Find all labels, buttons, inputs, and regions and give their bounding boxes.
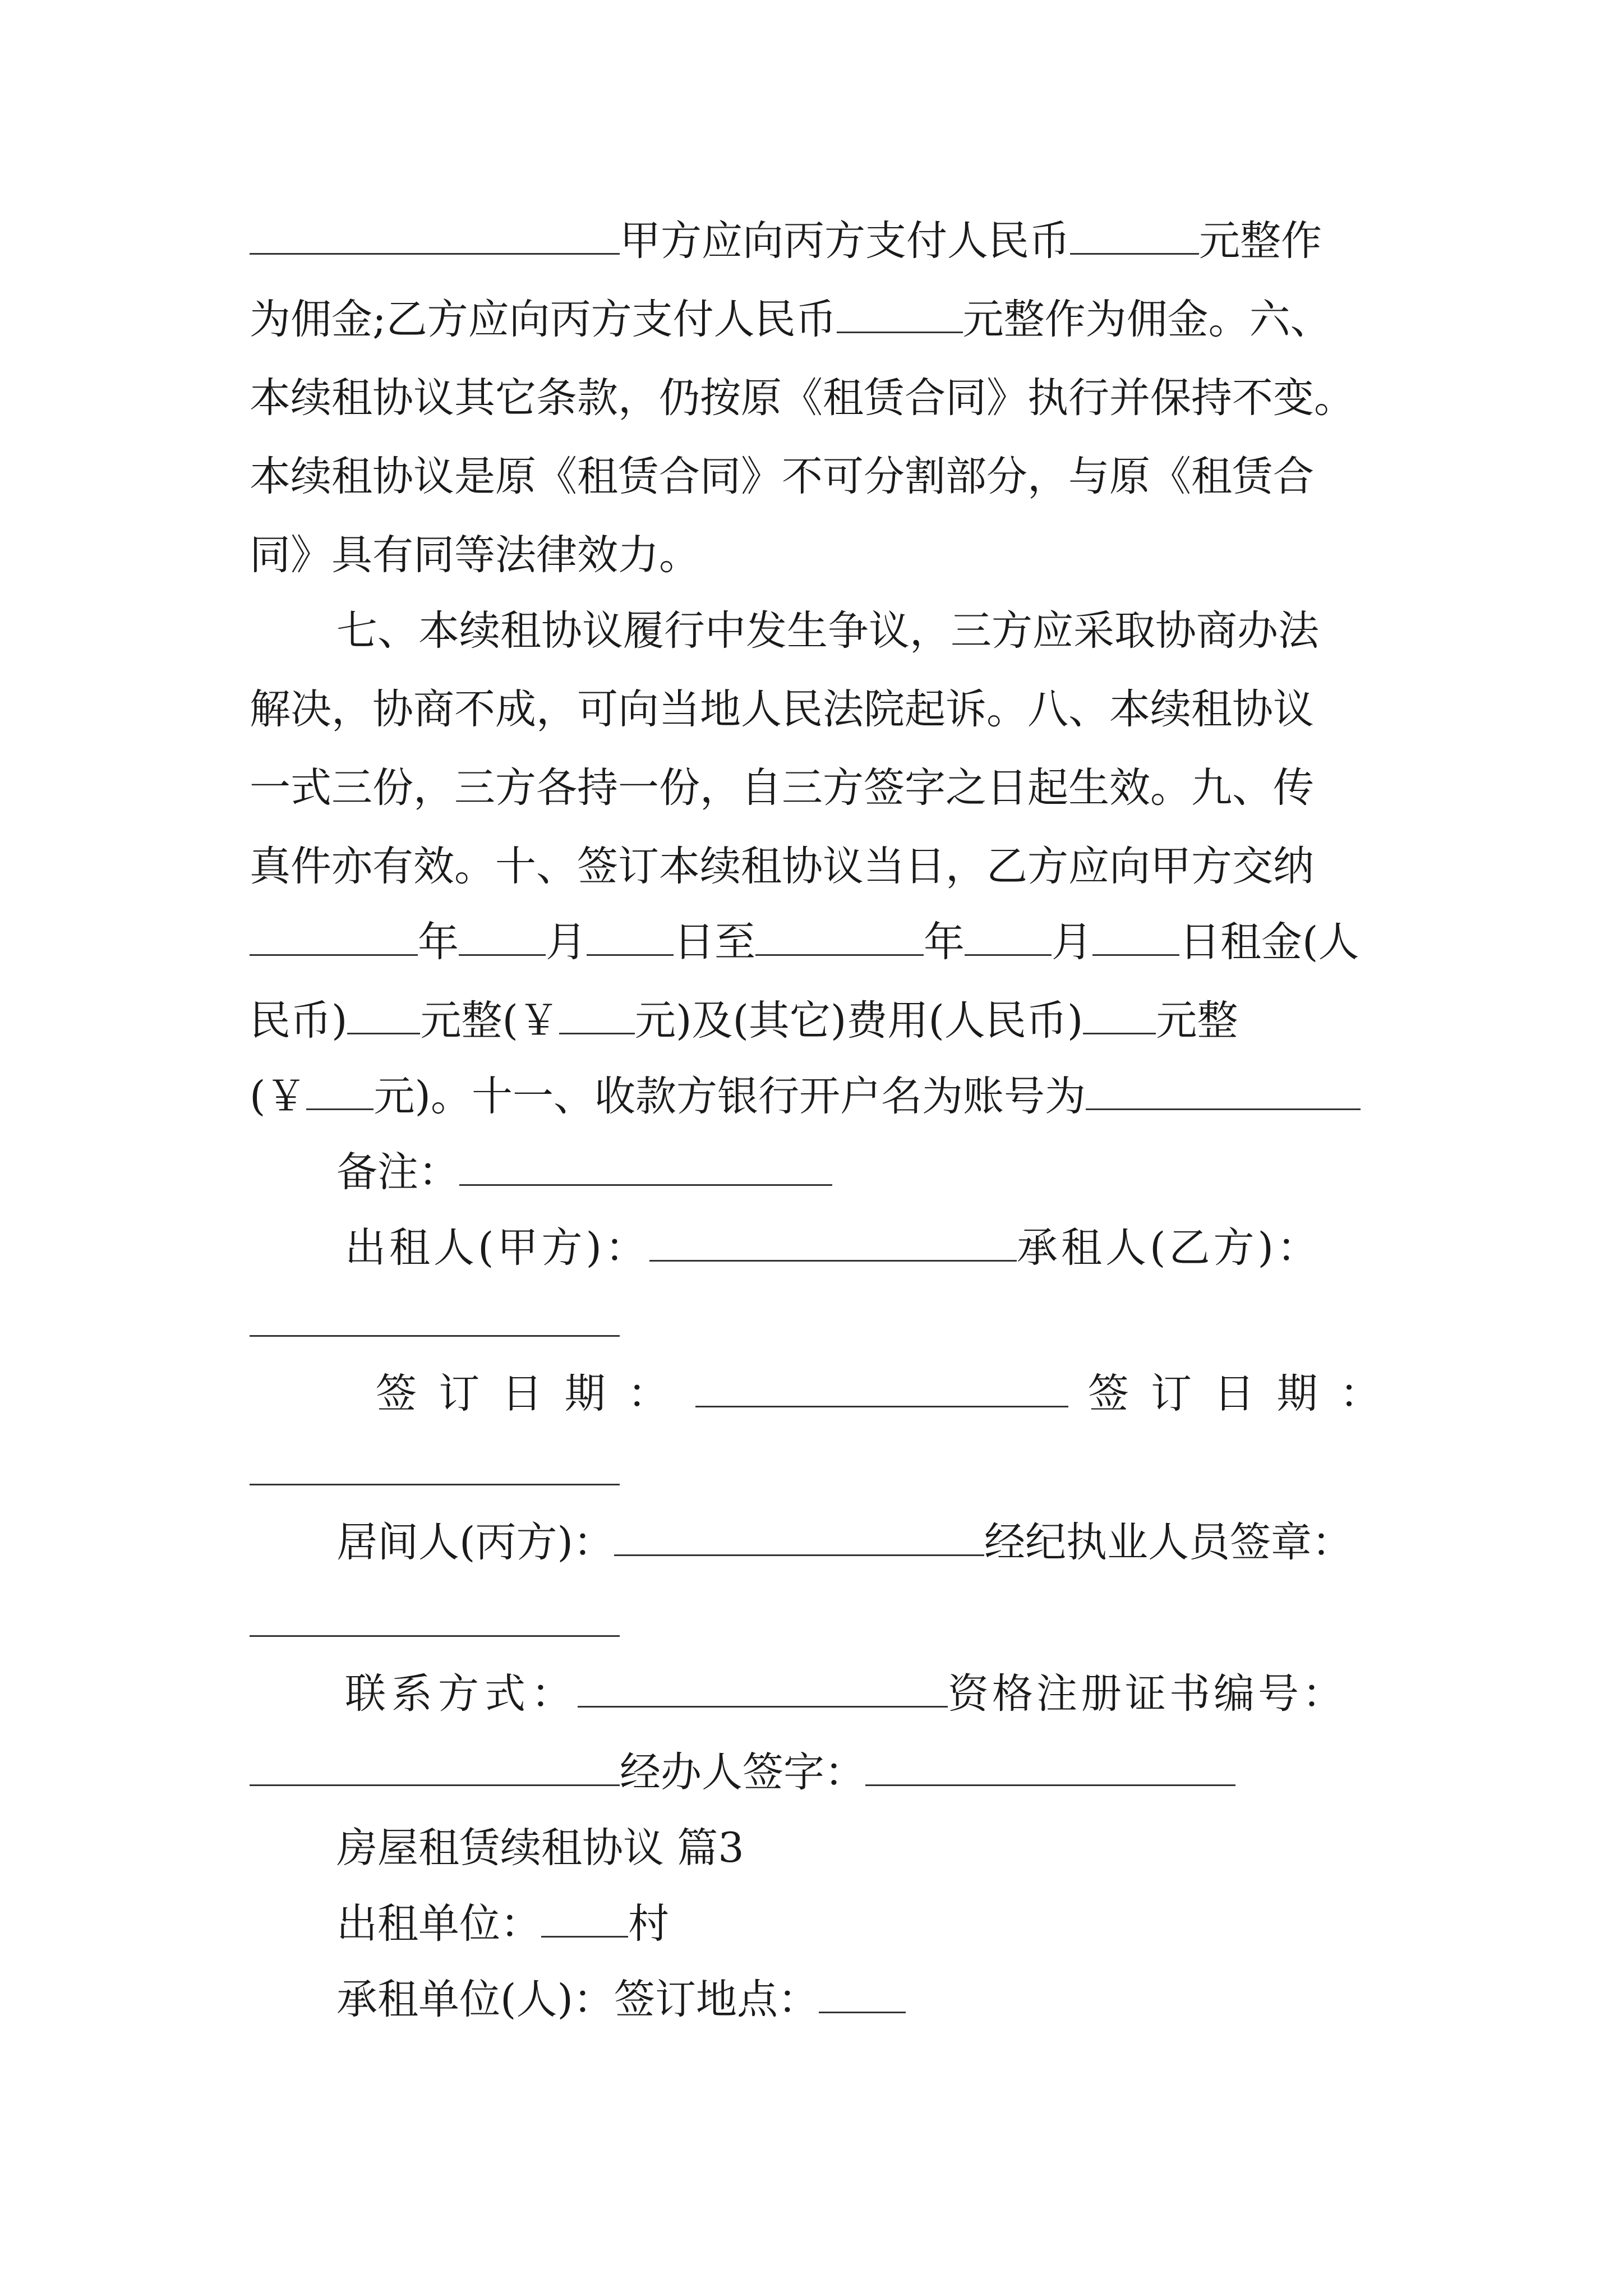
lessor-unit-row [336, 1890, 669, 1958]
lessor-field[interactable] [649, 1221, 1017, 1262]
text-segment: (￥ [250, 1073, 307, 1120]
broker-label: 居间人(丙方)： [336, 1519, 614, 1566]
text-segment: 日至 [674, 918, 755, 966]
blank-field[interactable] [250, 214, 620, 255]
paragraph-line: 本续租协议是原《租赁合同》不可分割部分，与原《租赁合 [250, 453, 1314, 500]
sign-date-label: 签 订 日 期 ： [376, 1370, 673, 1418]
blank-year-field[interactable] [755, 915, 924, 956]
blank-year-field[interactable] [250, 915, 418, 956]
blank-amount-field[interactable] [306, 1069, 374, 1110]
text-segment: 元整作 [1199, 217, 1322, 265]
paragraph-line: 一式三份，三方各持一份，自三方签字之日起生效。九、传 [250, 764, 1314, 812]
remark-label: 备注： [336, 1148, 459, 1196]
paragraph-line [250, 987, 1238, 1055]
cert-field[interactable] [250, 1745, 620, 1786]
broker-row [336, 1509, 1353, 1576]
blank-amount-field[interactable] [559, 993, 635, 1034]
lessee-field[interactable] [250, 1335, 620, 1337]
agent-seal-field[interactable] [250, 1635, 620, 1637]
text-segment: 元)。十一、收款方银行开户名为账号为 [374, 1073, 1086, 1120]
sign-date-row [376, 1360, 1385, 1428]
blank-day-field[interactable] [1092, 915, 1179, 956]
text-segment: 月 [1052, 918, 1092, 966]
contact-field[interactable] [578, 1667, 948, 1708]
remark-row [336, 1139, 832, 1206]
paragraph-line [250, 909, 1359, 976]
blank-month-field[interactable] [459, 915, 546, 956]
paragraph-line: 同》具有同等法律效力。 [250, 531, 700, 579]
cert-label: 资格注册证书编号： [948, 1670, 1347, 1718]
paragraph-line [250, 1063, 1361, 1130]
text-segment: 元整(￥ [420, 997, 559, 1045]
sign-date-field-2[interactable] [250, 1484, 620, 1485]
contact-label: 联系方式： [345, 1670, 578, 1718]
contact-row [345, 1660, 1347, 1728]
agent-seal-label: 经纪执业人员签章： [984, 1519, 1353, 1566]
paragraph-line: 真件亦有效。十、签订本续租协议当日，乙方应向甲方交纳 [250, 843, 1314, 890]
blank-field[interactable] [1070, 214, 1199, 255]
signature-row [345, 1214, 1321, 1282]
handler-label: 经办人签字： [620, 1749, 865, 1796]
paragraph-line: 解决，协商不成，可向当地人民法院起诉。八、本续租协议 [250, 685, 1314, 733]
blank-amount-field[interactable] [347, 993, 420, 1034]
paragraph-line: 本续租协议其它条款，仍按原《租赁合同》执行并保持不变。 [250, 374, 1355, 422]
blank-amount-field[interactable] [1083, 993, 1156, 1034]
paragraph-line [250, 286, 1331, 353]
text-segment: 年 [418, 918, 459, 966]
text-segment: 元)及(其它)费用(人民币) [634, 997, 1083, 1045]
lessee-unit-label: 承租单位(人)：签订地点： [336, 1976, 819, 2023]
text-segment: 日租金(人 [1179, 918, 1359, 966]
broker-field[interactable] [614, 1515, 984, 1556]
text-segment: 年 [924, 918, 965, 966]
sign-place-field[interactable] [819, 1972, 906, 2013]
handler-row [250, 1739, 1235, 1806]
blank-day-field[interactable] [587, 915, 674, 956]
text-segment: 元整 [1156, 997, 1238, 1045]
section-title: 房屋租赁续租协议 篇3 [336, 1824, 744, 1872]
blank-field[interactable] [837, 292, 963, 333]
sign-date-label-2: 签 订 日 期 ： [1087, 1370, 1385, 1418]
sign-date-field[interactable] [695, 1366, 1068, 1407]
remark-field[interactable] [459, 1145, 832, 1186]
lessor-unit-suffix: 村 [628, 1900, 669, 1948]
lessee-label: 承租人(乙方)： [1016, 1224, 1321, 1272]
text-segment: 为佣金;乙方应向丙方支付人民币 [250, 296, 837, 343]
lessor-label: 出租人(甲方)： [345, 1224, 649, 1272]
lessee-unit-row [336, 1966, 906, 2033]
text-segment: 甲方应向丙方支付人民币 [620, 217, 1070, 265]
blank-account-field[interactable] [1086, 1069, 1361, 1110]
blank-month-field[interactable] [965, 915, 1052, 956]
handler-field[interactable] [865, 1745, 1235, 1786]
lessor-unit-label: 出租单位： [336, 1900, 541, 1948]
lessor-unit-field[interactable] [541, 1897, 628, 1938]
paragraph-line: 七、本续租协议履行中发生争议，三方应采取协商办法 [336, 607, 1319, 655]
text-segment: 民币) [250, 997, 348, 1045]
paragraph-line [250, 208, 1322, 275]
text-segment: 元整作为佣金。六、 [962, 296, 1331, 343]
text-segment: 月 [546, 918, 587, 966]
